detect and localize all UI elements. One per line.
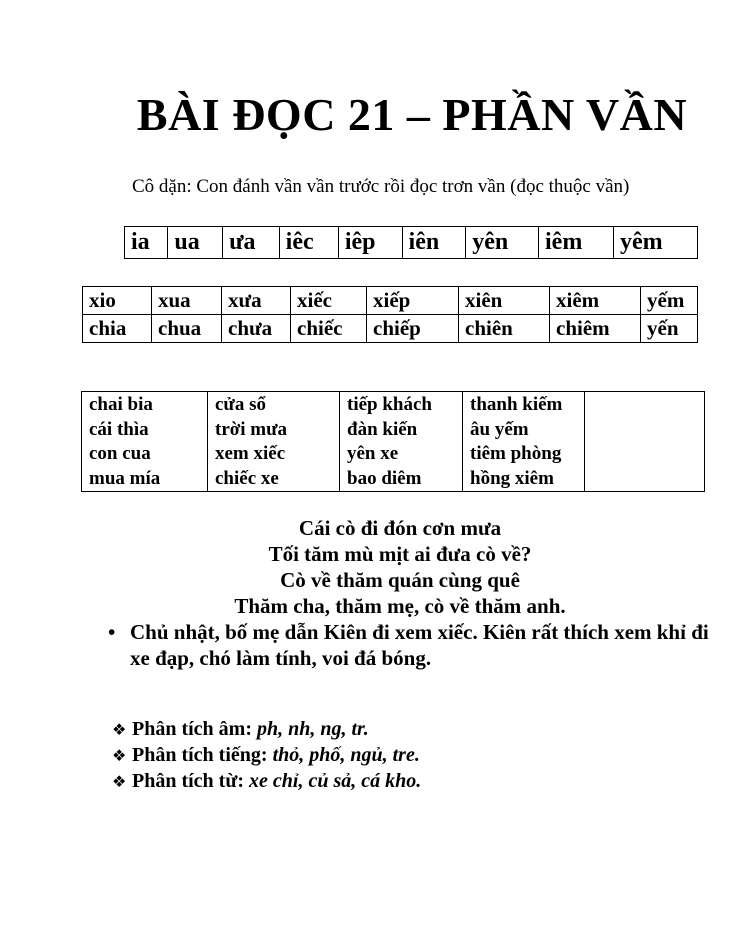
word-cell: chưa bbox=[222, 315, 291, 343]
vowel-cell: yên bbox=[466, 227, 539, 259]
phrase: xem xiếc bbox=[215, 443, 286, 464]
word-cell: yếm bbox=[641, 287, 698, 315]
phrase-table bbox=[81, 391, 705, 492]
phrase: chiếc xe bbox=[215, 467, 279, 489]
analysis-item bbox=[112, 742, 421, 768]
vowel-table bbox=[124, 226, 698, 259]
analysis-item bbox=[112, 716, 421, 742]
vowel-cell: iêm bbox=[539, 227, 614, 259]
reading-paragraph bbox=[108, 619, 728, 671]
phrase: hồng xiêm bbox=[470, 467, 554, 489]
word-cell: yến bbox=[641, 315, 698, 343]
word-cell: xiên bbox=[459, 287, 550, 315]
vowel-cell: iêc bbox=[279, 227, 338, 259]
diamond-bullet-icon: ❖ bbox=[112, 772, 127, 791]
poem-line: Thăm cha, thăm mẹ, cò về thăm anh. bbox=[234, 594, 566, 618]
phrase: mua mía bbox=[89, 467, 161, 489]
analysis-label: Phân tích từ: bbox=[132, 770, 250, 792]
phrase-column bbox=[208, 392, 340, 492]
poem-line: Tối tăm mù mịt ai đưa cò về? bbox=[268, 542, 532, 566]
phrase-column bbox=[340, 392, 463, 492]
vowel-cell: ua bbox=[168, 227, 223, 259]
bullet-icon: • bbox=[108, 620, 116, 644]
table-row bbox=[82, 392, 705, 492]
word-cell: xiếc bbox=[291, 287, 367, 315]
phrase-column bbox=[82, 392, 208, 492]
phrase: con cua bbox=[89, 443, 151, 464]
word-cell: chiêm bbox=[550, 315, 641, 343]
word-cell: xiêm bbox=[550, 287, 641, 315]
word-cell: chiếc bbox=[291, 315, 367, 343]
phrase: cái thìa bbox=[89, 418, 149, 440]
word-cell: xio bbox=[83, 287, 152, 315]
phrase: thanh kiếm bbox=[470, 394, 563, 415]
word-cell: chiếp bbox=[367, 315, 459, 343]
paragraph-text: Chủ nhật, bố mẹ dẫn Kiên đi xem xiếc. Kiên rất thích xem khỉ đi xe đạp, chó làm tính, voi đá bóng. bbox=[130, 620, 709, 670]
word-cell: chia bbox=[83, 315, 152, 343]
phrase: tiếp khách bbox=[347, 394, 432, 415]
table-row bbox=[83, 287, 698, 315]
instruction-text: Cô dặn: Con đánh vần vần trước rồi đọc trơn vần (đọc thuộc vần) bbox=[132, 176, 630, 197]
poem-line: Cái cò đi đón cơn mưa bbox=[298, 516, 502, 540]
vowel-cell: iêp bbox=[338, 227, 402, 259]
analysis-list bbox=[112, 716, 421, 794]
phrase-column bbox=[463, 392, 585, 492]
table-row bbox=[83, 315, 698, 343]
vowel-cell: iên bbox=[402, 227, 466, 259]
poem-line: Cò về thăm quán cùng quê bbox=[280, 568, 520, 592]
analysis-label: Phân tích tiếng: bbox=[132, 744, 273, 766]
phrase: đàn kiến bbox=[347, 418, 418, 440]
page-title: BÀI ĐỌC 21 – PHẦN VẦN bbox=[136, 89, 688, 140]
phrase: âu yếm bbox=[470, 418, 529, 440]
word-cell: xưa bbox=[222, 287, 291, 315]
table-row bbox=[125, 227, 698, 259]
vowel-cell: ia bbox=[125, 227, 168, 259]
analysis-label: Phân tích âm: bbox=[132, 718, 257, 740]
vowel-cell: yêm bbox=[613, 227, 697, 259]
diamond-bullet-icon: ❖ bbox=[112, 720, 127, 739]
phrase: tiêm phòng bbox=[470, 443, 562, 464]
phrase: yên xe bbox=[347, 443, 399, 464]
analysis-value: thỏ, phố, ngủ, tre. bbox=[272, 744, 420, 766]
poem bbox=[0, 515, 736, 619]
analysis-value: ph, nh, ng, tr. bbox=[257, 718, 369, 740]
analysis-value: xe chỉ, củ sả, cá kho. bbox=[249, 770, 422, 792]
phrase: bao diêm bbox=[347, 467, 422, 489]
word-table bbox=[82, 286, 698, 343]
vowel-cell: ưa bbox=[223, 227, 280, 259]
diamond-bullet-icon: ❖ bbox=[112, 746, 127, 765]
phrase: chai bia bbox=[89, 394, 153, 415]
analysis-item bbox=[112, 768, 421, 794]
word-cell: chua bbox=[152, 315, 222, 343]
word-cell: chiên bbox=[459, 315, 550, 343]
phrase: cửa sổ bbox=[215, 394, 266, 415]
phrase: trời mưa bbox=[215, 418, 288, 440]
empty-cell bbox=[585, 392, 705, 492]
word-cell: xua bbox=[152, 287, 222, 315]
word-cell: xiếp bbox=[367, 287, 459, 315]
